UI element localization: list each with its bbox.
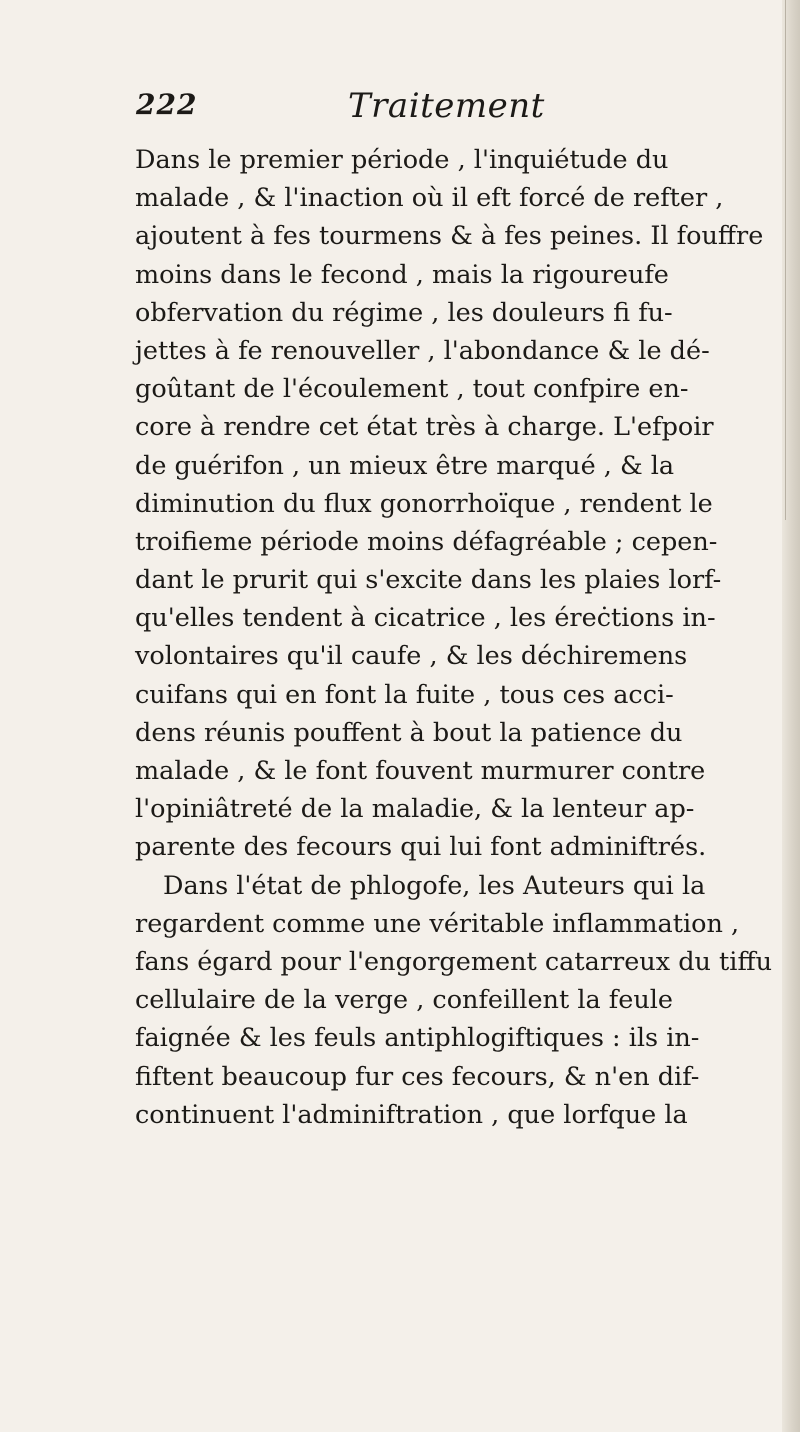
text-line: malade , & l'inaction où il eft forcé de refter , [135,183,724,214]
text-line: goûtant de l'écoulement , tout confpire en- [135,374,689,405]
text-line: regardent comme une véritable inflammation , [135,908,740,939]
text-line: jettes à fe renouveller , l'abondance & le dé- [135,335,710,366]
text-line: cellulaire de la verge , confeillent la feule [135,985,673,1016]
text-line: malade , & le font fouvent murmurer contre [135,756,706,786]
text-line: continuent l'adminiftration , que lorfque la [135,1099,688,1130]
running-title: Traitement [348,86,545,126]
text-line: de guérifon , un mieux être marqué , & la [135,450,675,481]
text-line: l'opiniâtreté de la maladie, & la lenteur ap- [135,794,695,825]
text-line: diminution du flux gonorrhoïque , rendent le [135,488,713,519]
text-line: ajoutent à fes tourmens & à fes peines. Il fouffre [135,221,764,252]
text-line: Dans le premier période , l'inquiétude du [135,145,669,175]
text-line: obfervation du régime , les douleurs fi fu- [135,297,673,328]
text-line: cuifans qui en font la fuite , tous ces acci- [135,679,674,710]
page-edge-line [785,0,786,520]
text-line: moins dans le fecond , mais la rigoureufe [135,259,669,290]
body-text [135,141,775,1134]
text-line: fiftent beaucoup fur ces fecours, & n'en dif- [135,1061,700,1092]
text-line: fans égard pour l'engorgement catarreux du tiffu [135,946,773,977]
page-header [120,88,740,128]
text-line: troifieme période moins défagréable ; cepen- [135,526,718,557]
text-line: parente des fecours qui lui font adminiftrés. [135,832,707,863]
text-line: dens réunis pouffent à bout la patience du [135,717,683,748]
paragraph-start-line: Dans l'état de phlogofe, les Auteurs qui la [163,870,706,901]
text-line: qu'elles tendent à cicatrice , les éreċtions in- [135,603,716,634]
text-line: core à rendre cet état très à charge. L'efpoir [135,412,714,443]
text-line: faignée & les feuls antiphlogiftiques : ils in- [135,1023,700,1054]
text-line: volontaires qu'il caufe , & les déchiremens [135,641,688,672]
text-line: dant le prurit qui s'excite dans les plaies lorf- [135,565,722,596]
page-number: 222 [136,88,198,121]
